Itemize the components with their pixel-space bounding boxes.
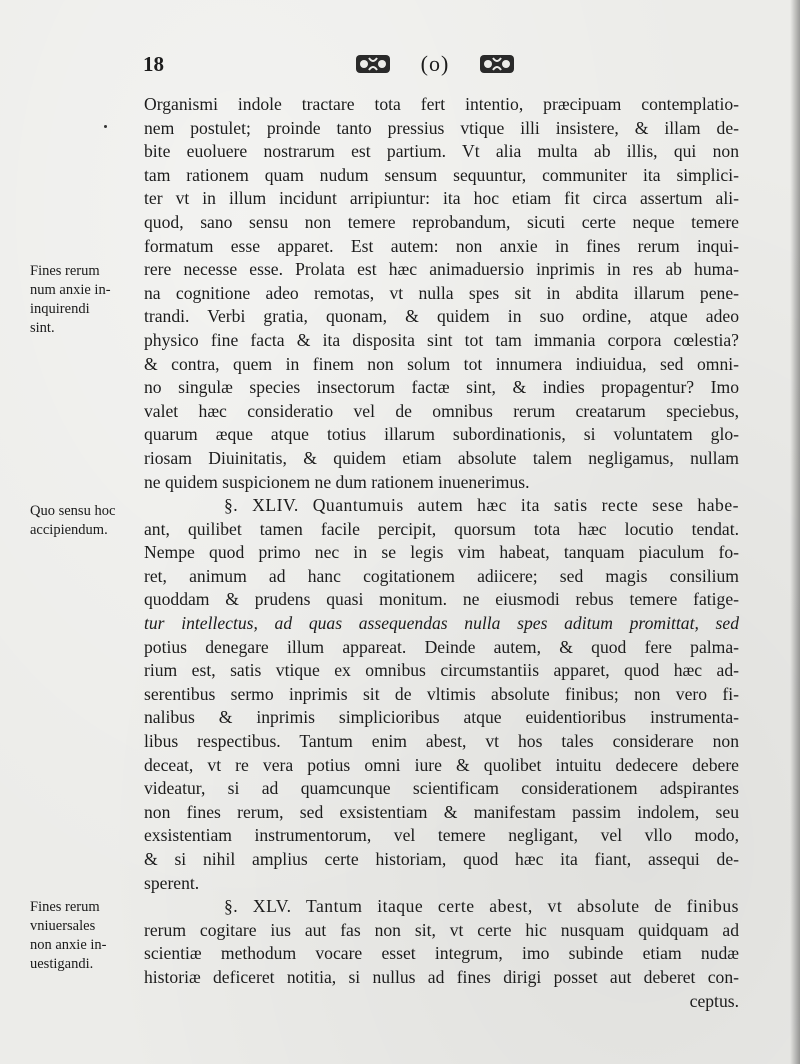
fleuron-left-icon (355, 53, 391, 75)
text-line: non fines rerum, sed exsistentiam & manifestam passim indolem, seu (144, 801, 739, 822)
text-line: potius denegare illum appareat. Deinde autem, & quod fere palma- (144, 636, 739, 657)
text-line: libus respectibus. Tantum enim abest, vt hos tales considerare non (144, 731, 739, 752)
text-line: & contra, quem in finem non solum tot innumera indiuidua, sed omni- (144, 353, 739, 374)
text-line: bite euoluere nostrarum est partium. Vt alia multa ab illis, qui non (144, 141, 739, 162)
text-line: historiæ deficeret notitia, si nullus ad fines dirigi posset aut deberet con- (144, 966, 739, 987)
margin-note-line: non anxie in- (30, 937, 107, 953)
margin-note-line: Quo sensu hoc (30, 503, 116, 519)
text-line: Organismi indole tractare tota fert intentio, præcipuam contemplatio- (144, 94, 739, 114)
text-line: exsistentiam instrumentorum, vel temere negligant, vel vllo modo, (144, 825, 739, 846)
body-text (144, 93, 739, 1013)
text-line: quarum æque atque totius illarum subordinationis, si voluntatem glo- (144, 424, 739, 445)
margin-note (30, 502, 148, 540)
margin-note-line: uestigandi. (30, 956, 94, 972)
text-line: quod, sano sensu non temere reprobandum, sicuti certe neque temere (144, 211, 739, 232)
margin-note-line: Fines rerum (30, 263, 100, 279)
text-line: deceat, vt re vera potius omni iure & quolibet intuitu dedecere debere (144, 754, 739, 775)
text-line: nalibus & inprimis simplicioribus atque euidentioribus instrumenta- (144, 707, 739, 728)
margin-note-line: Fines rerum (30, 899, 100, 915)
text-line: & si nihil amplius certe historiam, quod hæc ita fiant, assequi de- (144, 849, 739, 869)
text-line: ceptus. (689, 990, 739, 1011)
section-heading-line: §. XLIV. Quantumuis autem hæc ita satis recte sese habe- (224, 495, 739, 516)
text-line: tur intellectus, ad quas assequendas nulla spes aditum promittat, sed (144, 613, 739, 634)
text-line: nem postulet; proinde tanto pressius vtique illi insistere, & illam de- (144, 117, 739, 138)
page-number: 18 (143, 52, 164, 76)
text-line: videatur, si ad quamcunque scientificam considerationem adspirantes (144, 778, 739, 799)
text-line: scientiæ methodum vocare esset integrum, imo subinde etiam nudæ (144, 943, 739, 964)
text-line: na cognitione adeo remotas, vt nulla spes sit in abdita illarum pene- (144, 282, 739, 303)
text-line: valet hæc consideratio vel de omnibus rerum creatarum speciebus, (144, 400, 739, 421)
page-edge-shadow (790, 0, 800, 1064)
fleuron-right-icon (479, 53, 515, 75)
text-line: serentibus sermo inprimis sit de vltimis absolute finibus; non vero fi- (144, 683, 739, 704)
text-line: trandi. Verbi gratia, quonam, & quidem in suo ordine, atque adeo (144, 306, 739, 327)
text-line: riosam Diuinitatis, & quidem etiam absolute talem negligamus, nullam (144, 447, 739, 468)
text-line: no singulæ species insectorum factæ sint, & indies propagentur? Imo (144, 377, 739, 398)
text-line: rere necesse esse. Prolata est hæc animaduersio inprimis in res ab huma- (144, 259, 739, 280)
text-line: ne quidem suspicionem ne dum rationem inuenerimus. (144, 471, 530, 492)
text-line: ant, quilibet tamen facile percipit, quorsum tota hæc locutio tendat. (144, 518, 739, 539)
margin-note-line: accipiendum. (30, 522, 108, 538)
ink-speck (104, 125, 107, 128)
text-line: quoddam & prudens quasi monitum. ne eiusmodi rebus temere fatige- (144, 589, 739, 610)
section-heading-line: §. XLV. Tantum itaque certe abest, vt absolute de finibus (224, 896, 739, 917)
text-line: ter vt in illum incidunt arripiuntur: ita hoc etiam fit circa assertum ali- (144, 188, 739, 209)
text-line: Nempe quod primo nec in se legis vim habeat, tanquam piaculum fo- (144, 542, 739, 563)
text-line: rerum cogitare ius aut fas non sit, vt certe hic nusquam quidquam ad (144, 919, 739, 940)
header-center-mark: (o) (420, 51, 450, 76)
text-line: ret, animum ad hanc cogitationem adiicere; sed magis consilium (144, 565, 739, 586)
margin-note (30, 898, 148, 974)
text-line: physico fine facta & ita disposita sint tot tam immania corpora cœlestia? (144, 329, 739, 350)
running-header (0, 50, 800, 80)
text-line: formatum esse apparet. Est autem: non anxie in fines rerum inqui- (144, 235, 739, 256)
text-line: sperent. (144, 872, 200, 893)
text-line: tam rationem quam nudum sensum sequuntur, communiter ita simplici- (144, 164, 739, 185)
text-line: rium est, satis vtique ex omnibus circumstantiis apparet, quod hæc ad- (144, 660, 739, 681)
header-ornament (355, 50, 515, 78)
margin-note (30, 262, 148, 338)
margin-note-line: num anxie in- (30, 282, 111, 298)
margin-note-line: sint. (30, 320, 55, 336)
margin-note-line: vniuersales (30, 918, 96, 934)
margin-note-line: inquirendi (30, 301, 90, 317)
